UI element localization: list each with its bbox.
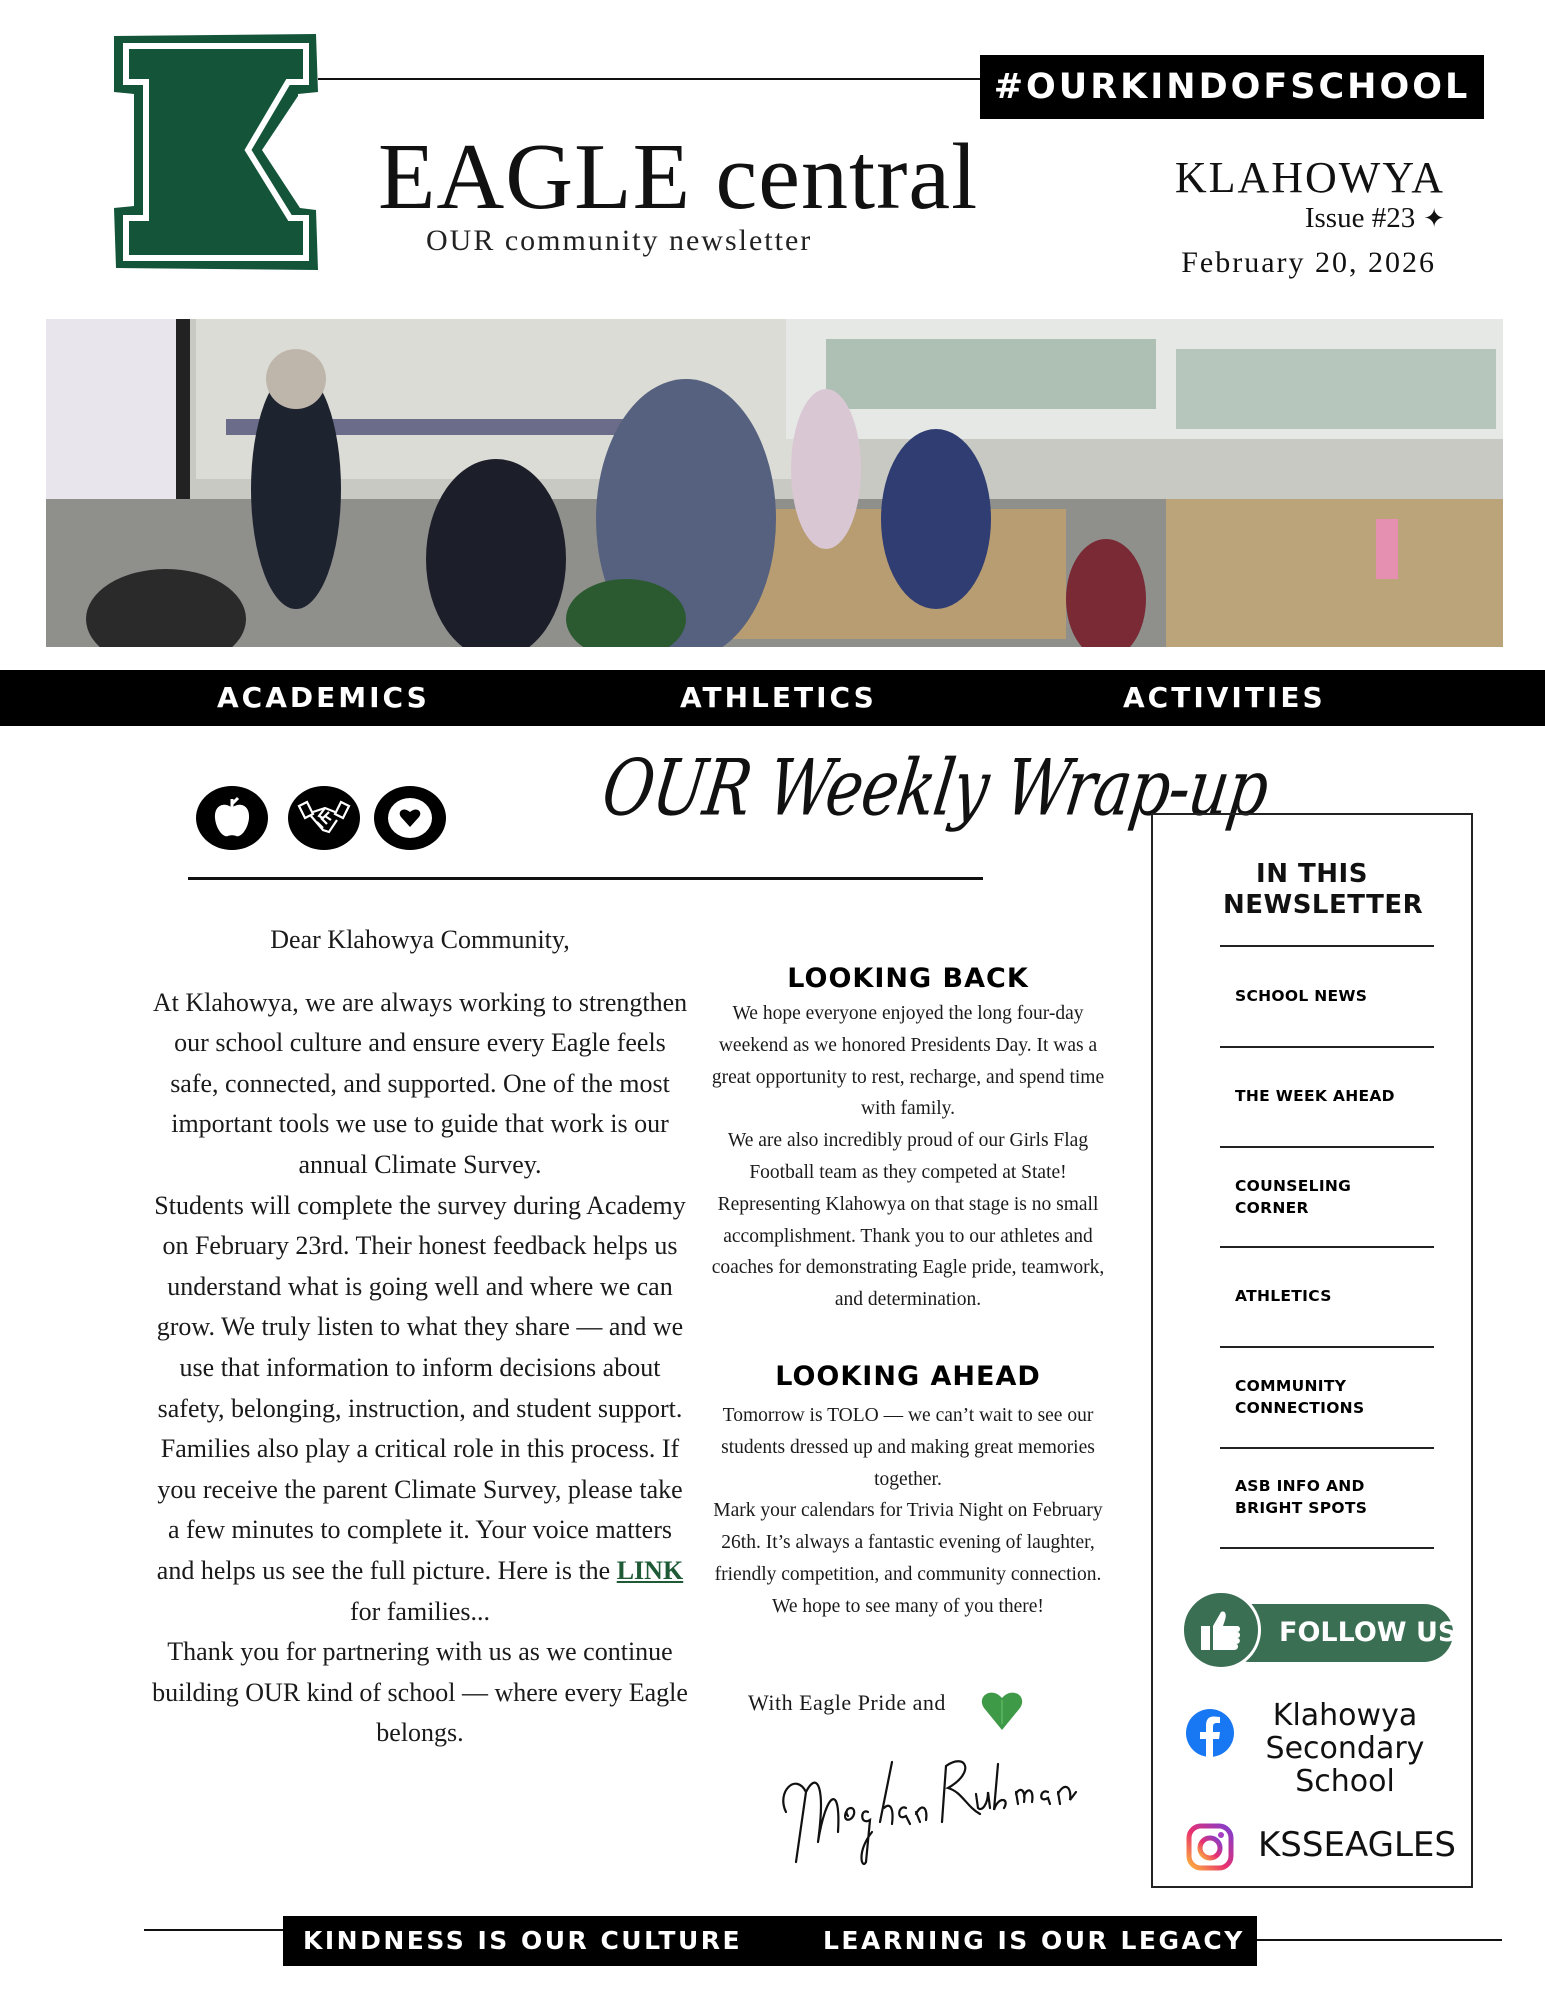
green-heart-icon [980, 1688, 1024, 1732]
toc-divider [1220, 1346, 1434, 1348]
classroom-photo [46, 319, 1503, 647]
issue-date: February 20, 2026 [1181, 246, 1436, 279]
follow-us-button[interactable] [1181, 1590, 1458, 1674]
issue-number [1150, 202, 1445, 235]
heart-icon [374, 786, 446, 850]
header-rule [318, 78, 980, 80]
masthead-title: EAGLE central [378, 125, 979, 229]
hashtag-banner: #OURKINDOFSCHOOL [980, 55, 1484, 119]
looking-back-section [708, 965, 1108, 1316]
toc-item-community-connections[interactable]: COMMUNITY CONNECTIONS [1235, 1377, 1365, 1417]
toc-divider [1220, 1046, 1434, 1048]
looking-ahead-paragraph: Tomorrow is TOLO — we can’t wait to see our students dressed up and making great memories together. [721, 1405, 1095, 1490]
nav-athletics[interactable]: ATHLETICS [680, 681, 877, 714]
footer-rule-right [1256, 1939, 1502, 1941]
toc-divider [1220, 1246, 1434, 1248]
school-logo [112, 32, 320, 272]
toc-divider [1220, 1547, 1434, 1549]
looking-ahead-paragraph: Mark your calendars for Trivia Night on February 26th. It’s always a fantastic evening of laughter, friendly competition, and community connection. We hope to see many of you there! [713, 1500, 1103, 1617]
toc-divider [1220, 1146, 1434, 1148]
looking-back-paragraph: We are also incredibly proud of our Girls Flag Football team as they competed at State! Representing Klahowya on that stage is no small accomplishment. Thank you to our athletes and coaches for demonstrating Eagle pride, teamwork, and determination. [711, 1130, 1105, 1311]
letter-greeting: Dear Klahowya Community, [270, 925, 570, 954]
toc-item-week-ahead[interactable]: THE WEEK AHEAD [1235, 1087, 1395, 1105]
section-divider [188, 877, 983, 880]
toc-item-school-news[interactable]: SCHOOL NEWS [1235, 987, 1368, 1005]
facebook-icon[interactable] [1186, 1709, 1234, 1757]
closing-line: With Eagle Pride and [748, 1690, 946, 1715]
category-nav [0, 670, 1545, 726]
survey-link[interactable]: LINK [616, 1555, 684, 1585]
principal-letter [150, 920, 690, 1754]
signature [776, 1752, 1086, 1872]
thumbs-up-icon [1181, 1590, 1261, 1670]
toc-item-asb-info[interactable]: ASB INFO AND BRIGHT SPOTS [1235, 1477, 1368, 1517]
nav-activities[interactable]: ACTIVITIES [1123, 681, 1326, 714]
looking-back-heading: LOOKING BACK [787, 963, 1029, 994]
nav-academics[interactable]: ACADEMICS [217, 681, 430, 714]
masthead-tagline: OUR community newsletter [426, 224, 813, 257]
toc-divider [1220, 1447, 1434, 1449]
looking-back-paragraph: We hope everyone enjoyed the long four-day weekend as we honored Presidents Day. It was a great opportunity to rest, recharge, and spend time with family. [711, 1003, 1105, 1120]
looking-ahead-body [708, 1400, 1108, 1623]
letter-paragraph: Thank you for partnering with us as we continue building OUR kind of school — where every Eagle belongs. [152, 1637, 688, 1748]
toc-item-counseling-corner[interactable]: COUNSELING CORNER [1235, 1177, 1352, 1217]
footer-banner [283, 1916, 1257, 1966]
letter-text: for families... [349, 1596, 491, 1626]
looking-ahead-heading: LOOKING AHEAD [775, 1361, 1041, 1392]
instagram-handle[interactable]: KSSEAGLES [1258, 1825, 1456, 1865]
looking-back-body [708, 998, 1108, 1316]
in-this-newsletter-sidebar [1151, 813, 1473, 1888]
toc-item-athletics[interactable]: ATHLETICS [1235, 1287, 1332, 1305]
footer-kindness: KINDNESS IS OUR CULTURE [303, 1926, 743, 1955]
footer-learning: LEARNING IS OUR LEGACY [823, 1926, 1245, 1955]
apple-icon [196, 786, 268, 850]
school-name: KLAHOWYA [1174, 153, 1445, 202]
issue-label: Issue #23 [1304, 202, 1416, 234]
footer-rule-left [144, 1929, 284, 1931]
letter-paragraph [150, 1429, 690, 1632]
follow-us-label: FOLLOW US [1279, 1617, 1458, 1648]
letter-paragraph: Students will complete the survey during Academy on February 23rd. Their honest feedback helps us understand what is going well and where we can grow. We truly listen to what they share — and we use that information to inform decisions about safety, belonging, instruction, and student support. [154, 1190, 686, 1423]
handshake-icon [288, 786, 360, 850]
letter-text: Families also play a critical role in this process. If you receive the parent Climate Survey, please take a few minutes to complete it. Your voice matters and helps us see the full picture. Here is the [156, 1434, 683, 1585]
instagram-icon[interactable] [1186, 1823, 1234, 1871]
sparkle-icon: ✦ [1423, 204, 1445, 233]
toc-divider [1220, 945, 1434, 947]
facebook-page-name[interactable]: Klahowya Secondary School [1265, 1698, 1425, 1799]
looking-ahead-section [708, 1363, 1108, 1623]
letter-paragraph: At Klahowya, we are always working to strengthen our school culture and ensure every Eagle feels safe, connected, and supported. One of the most important tools we use to guide that work is our annual Climate Survey. [152, 987, 688, 1179]
weekly-wrap-up-title: OUR Weekly Wrap-up [597, 742, 1274, 834]
sidebar-title: IN THIS NEWSLETTER [1223, 859, 1424, 920]
